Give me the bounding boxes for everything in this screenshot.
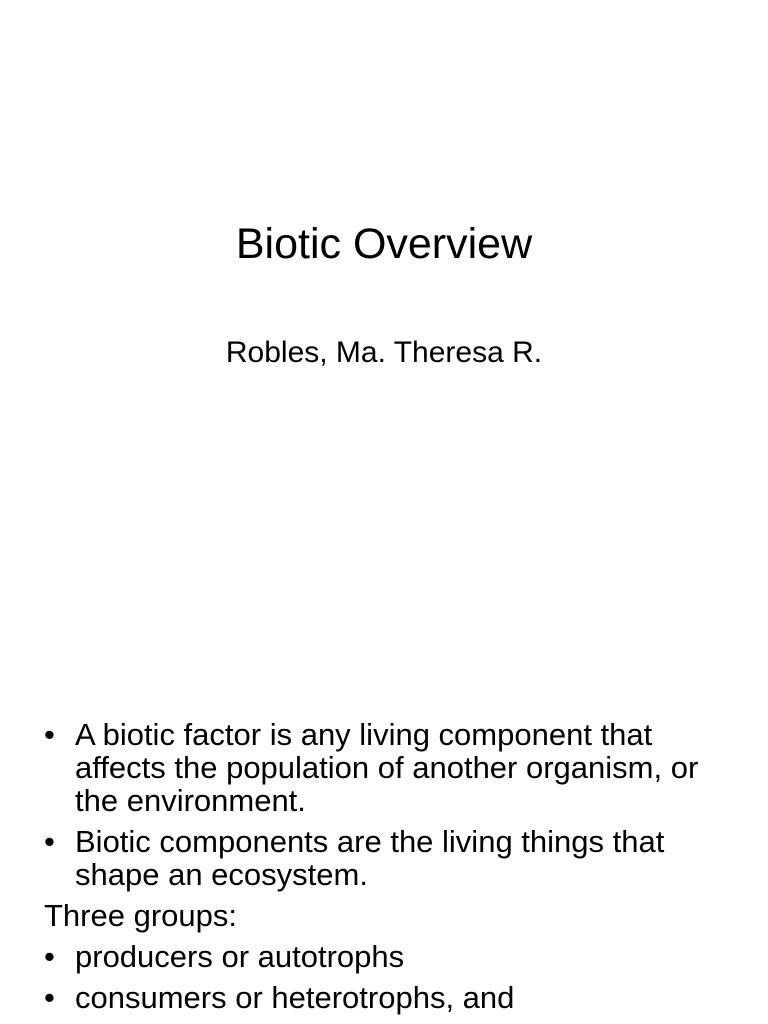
slide-body — [44, 718, 744, 1022]
bullet-icon: • — [44, 824, 55, 859]
slide-title: Biotic Overview — [235, 220, 533, 268]
bullet-text: Biotic components are the living things that shape an ecosystem. — [75, 824, 665, 892]
bullet-icon: • — [44, 980, 55, 1015]
bullet-item — [44, 825, 744, 891]
bullet-text: A biotic factor is any living component that affects the population of another organism, or the environment. — [75, 717, 699, 818]
bullet-text: consumers or heterotrophs, and — [75, 980, 515, 1015]
bullet-item — [44, 940, 744, 973]
bullet-item — [44, 981, 744, 1014]
bullet-icon: • — [44, 939, 55, 974]
bullet-text: producers or autotrophs — [75, 939, 405, 974]
bullet-icon: • — [44, 717, 55, 752]
bullet-item — [44, 718, 744, 817]
section-label: Three groups: — [44, 898, 237, 933]
slide-subtitle: Robles, Ma. Theresa R. — [225, 336, 543, 369]
